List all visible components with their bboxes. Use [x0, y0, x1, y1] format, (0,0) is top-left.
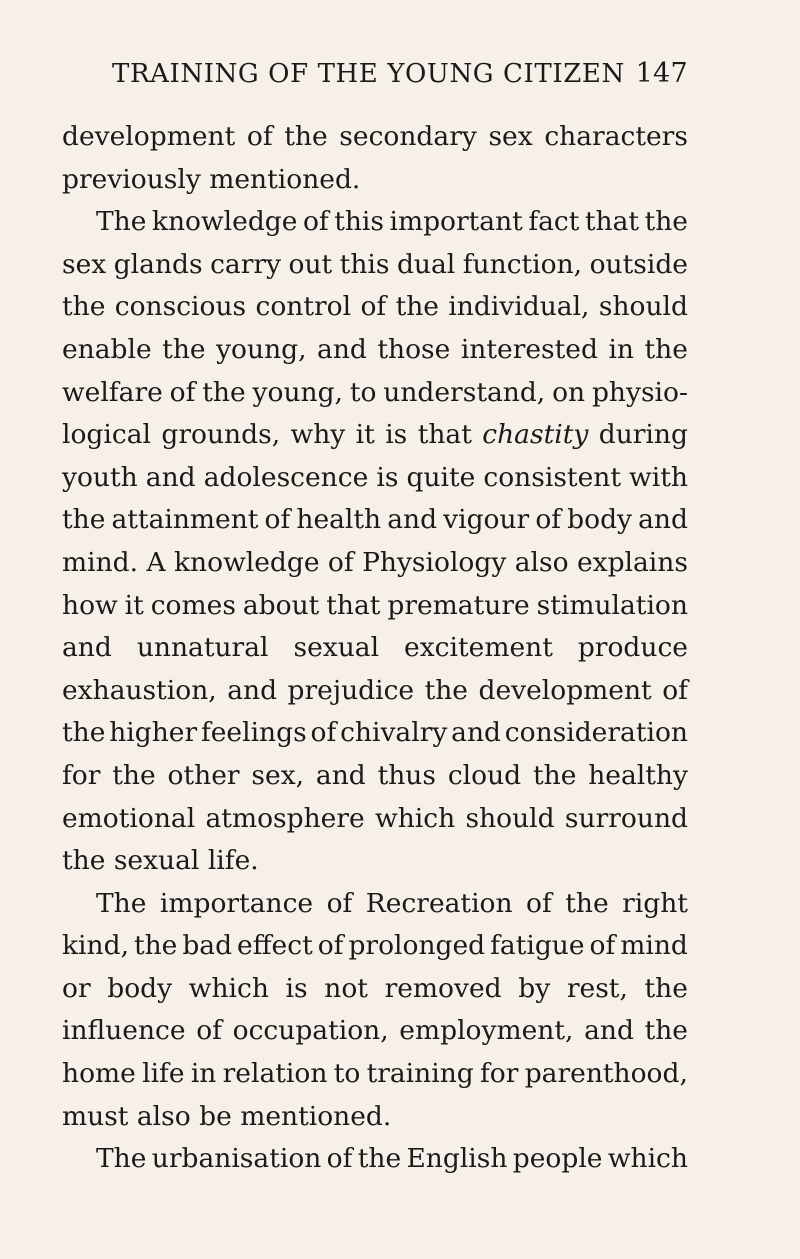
word: why: [290, 419, 346, 451]
word: the: [112, 759, 156, 791]
running-head-title: TRAINING OF THE YOUNG CITIZEN: [112, 59, 625, 89]
word: understand,: [383, 376, 546, 408]
word: mind: [620, 930, 688, 962]
word: sex: [488, 121, 533, 152]
word: premature: [387, 589, 530, 621]
word: adolescence: [203, 461, 369, 493]
word: development: [478, 674, 652, 706]
word: logical: [62, 419, 151, 451]
word: fact: [528, 206, 580, 238]
word: of: [317, 930, 344, 962]
word: bad: [182, 930, 233, 962]
word: employment,: [399, 1015, 574, 1047]
word: grounds,: [161, 419, 281, 451]
word: for: [480, 1058, 519, 1090]
word: also: [514, 546, 569, 578]
word: important: [389, 206, 523, 238]
text-line: [62, 457, 688, 500]
word: that: [584, 206, 640, 238]
word: the: [133, 930, 178, 962]
word: effect: [237, 930, 313, 962]
word: outside: [589, 248, 688, 280]
word: knowledge: [173, 546, 320, 578]
text-line: [62, 286, 688, 329]
text-line: [62, 968, 688, 1011]
word: health: [296, 504, 382, 536]
word: chivalry: [340, 717, 448, 749]
text-line: [62, 1010, 688, 1053]
text-line: [62, 925, 688, 968]
text-line: [62, 712, 688, 755]
text-line: [62, 883, 688, 926]
word: of: [662, 674, 688, 706]
word: individual,: [448, 291, 590, 323]
word: other: [167, 759, 240, 791]
word: prolonged: [348, 930, 486, 962]
word: of: [326, 1143, 353, 1175]
word: to: [333, 1058, 361, 1090]
word: it: [124, 589, 144, 621]
word: training: [366, 1058, 474, 1090]
word: and: [584, 1015, 634, 1047]
word: how: [62, 589, 118, 621]
text-line: [62, 755, 688, 798]
word: and: [387, 504, 438, 536]
word: importance: [159, 887, 314, 919]
word: and: [638, 504, 688, 536]
word: the: [62, 717, 106, 749]
word: the: [62, 291, 106, 323]
word: the: [395, 291, 439, 323]
word: of: [589, 930, 616, 962]
word: feelings: [200, 717, 307, 749]
text-line: [62, 585, 688, 628]
word: knowledge: [151, 206, 298, 238]
body-text: [62, 116, 688, 1181]
word: quite: [406, 461, 476, 493]
word: of: [326, 887, 353, 919]
word: vigour: [443, 504, 530, 536]
word: of: [264, 504, 291, 536]
word: The: [96, 206, 147, 238]
word: the: [565, 887, 609, 919]
page-number: 147: [635, 58, 688, 89]
word: of: [302, 206, 329, 238]
word: removed: [384, 972, 502, 1004]
word: by: [518, 972, 551, 1004]
line-text: the sexual life.: [62, 845, 259, 877]
text-line: [62, 244, 688, 287]
word: in: [608, 333, 634, 365]
word: of: [246, 121, 273, 152]
word: those: [377, 333, 451, 365]
word: body: [567, 504, 633, 536]
word: characters: [544, 121, 688, 152]
word: comes: [150, 589, 236, 621]
text-line: [62, 798, 688, 841]
word: enable: [62, 333, 152, 365]
word: development: [62, 121, 236, 152]
word: stimulation: [536, 589, 688, 621]
word: interested: [460, 333, 598, 365]
word: of: [535, 504, 562, 536]
word: the: [644, 206, 688, 238]
word: right: [622, 887, 688, 919]
word: conscious: [114, 291, 247, 323]
word: kind,: [62, 930, 129, 962]
text-line: [62, 372, 688, 415]
word: that: [326, 589, 381, 621]
word: cloud: [447, 759, 522, 791]
word: which: [375, 802, 456, 834]
word: exhaustion,: [62, 674, 217, 706]
word: the: [424, 674, 468, 706]
word: thus: [377, 759, 436, 791]
text-line: [62, 159, 688, 202]
line-text: must also be mentioned.: [62, 1100, 392, 1132]
word: carry: [210, 248, 282, 280]
word: the: [62, 504, 106, 536]
text-line: [62, 1096, 688, 1139]
word: not: [324, 972, 368, 1004]
word: occupation,: [232, 1015, 389, 1047]
word: atmosphere: [205, 802, 365, 834]
word: Recreation: [365, 887, 513, 919]
word: the: [532, 759, 577, 791]
word: mind.: [62, 546, 139, 578]
word: and: [317, 333, 367, 365]
word: physio-: [591, 376, 688, 408]
word: control: [255, 291, 352, 323]
word: welfare: [62, 376, 163, 408]
word: should: [465, 802, 555, 834]
word: Physiology: [362, 546, 507, 578]
word: on: [552, 376, 586, 408]
word: sex,: [251, 759, 305, 791]
word: the: [202, 376, 246, 408]
word: youth: [62, 461, 138, 493]
word: and: [145, 461, 196, 493]
word: this: [334, 206, 384, 238]
text-line: [62, 201, 688, 244]
word: the: [644, 972, 688, 1004]
line-text: previously mentioned.: [62, 163, 361, 195]
text-line: [62, 627, 688, 670]
word: life: [142, 1058, 185, 1090]
word: excitement: [404, 632, 553, 664]
word: should: [598, 291, 688, 323]
word: young,: [216, 333, 307, 365]
word: it: [355, 419, 375, 451]
word: function,: [462, 248, 583, 280]
text-line: [62, 542, 688, 585]
word: and: [62, 632, 112, 664]
word: The: [96, 1143, 147, 1175]
word: is: [285, 972, 308, 1004]
word: The: [96, 887, 147, 919]
word: is: [376, 461, 399, 493]
word: produce: [577, 632, 688, 664]
word: body: [107, 972, 173, 1004]
word: of: [196, 1015, 222, 1047]
running-head: [112, 58, 688, 102]
word: for: [62, 759, 101, 791]
word: of: [327, 546, 354, 578]
word: glands: [113, 248, 203, 280]
word: urbanisation: [151, 1143, 322, 1175]
word: sexual: [293, 632, 380, 664]
word: consideration: [504, 717, 688, 749]
word: higher: [109, 717, 198, 749]
word: sex: [62, 248, 107, 280]
text-line: [62, 329, 688, 372]
word: about: [242, 589, 320, 621]
word: consistent: [483, 461, 621, 493]
text-line: [62, 670, 688, 713]
word: A: [146, 546, 166, 578]
text-line: [62, 499, 688, 542]
word: young,: [252, 376, 343, 408]
word: with: [629, 461, 688, 493]
word: emotional: [62, 802, 196, 834]
text-line: [62, 1053, 688, 1096]
word: the: [284, 121, 328, 152]
word: prejudice: [287, 674, 415, 706]
word: which: [607, 1143, 688, 1175]
word: the: [357, 1143, 402, 1175]
word: to: [349, 376, 377, 408]
word: the: [644, 333, 688, 365]
word: home: [62, 1058, 136, 1090]
text-line: [62, 414, 688, 457]
word: influence: [62, 1015, 186, 1047]
word: rest,: [566, 972, 628, 1004]
text-line: [62, 840, 688, 883]
word: this: [339, 248, 390, 280]
text-line: [62, 1138, 688, 1181]
word: is: [385, 419, 408, 451]
word: in: [190, 1058, 217, 1090]
word: secondary: [339, 121, 477, 152]
word: during: [598, 419, 688, 451]
word: people: [512, 1143, 603, 1175]
word: fatigue: [490, 930, 585, 962]
word: chastity: [482, 419, 589, 451]
word: healthy: [588, 759, 688, 791]
word: dual: [396, 248, 456, 280]
word: English: [406, 1143, 508, 1175]
word: the: [162, 333, 206, 365]
word: that: [417, 419, 472, 451]
word: of: [310, 717, 337, 749]
word: out: [288, 248, 333, 280]
word: or: [62, 972, 91, 1004]
word: unnatural: [136, 632, 269, 664]
word: of: [169, 376, 196, 408]
word: of: [526, 887, 552, 919]
word: and: [315, 759, 366, 791]
word: of: [360, 291, 387, 323]
word: attainment: [111, 504, 259, 536]
word: surround: [564, 802, 688, 834]
word: parenthood,: [524, 1058, 688, 1090]
word: and: [451, 717, 501, 749]
text-line: [62, 116, 688, 159]
word: the: [644, 1015, 688, 1047]
word: and: [227, 674, 278, 706]
word: which: [188, 972, 269, 1004]
word: explains: [576, 546, 688, 578]
word: relation: [222, 1058, 328, 1090]
